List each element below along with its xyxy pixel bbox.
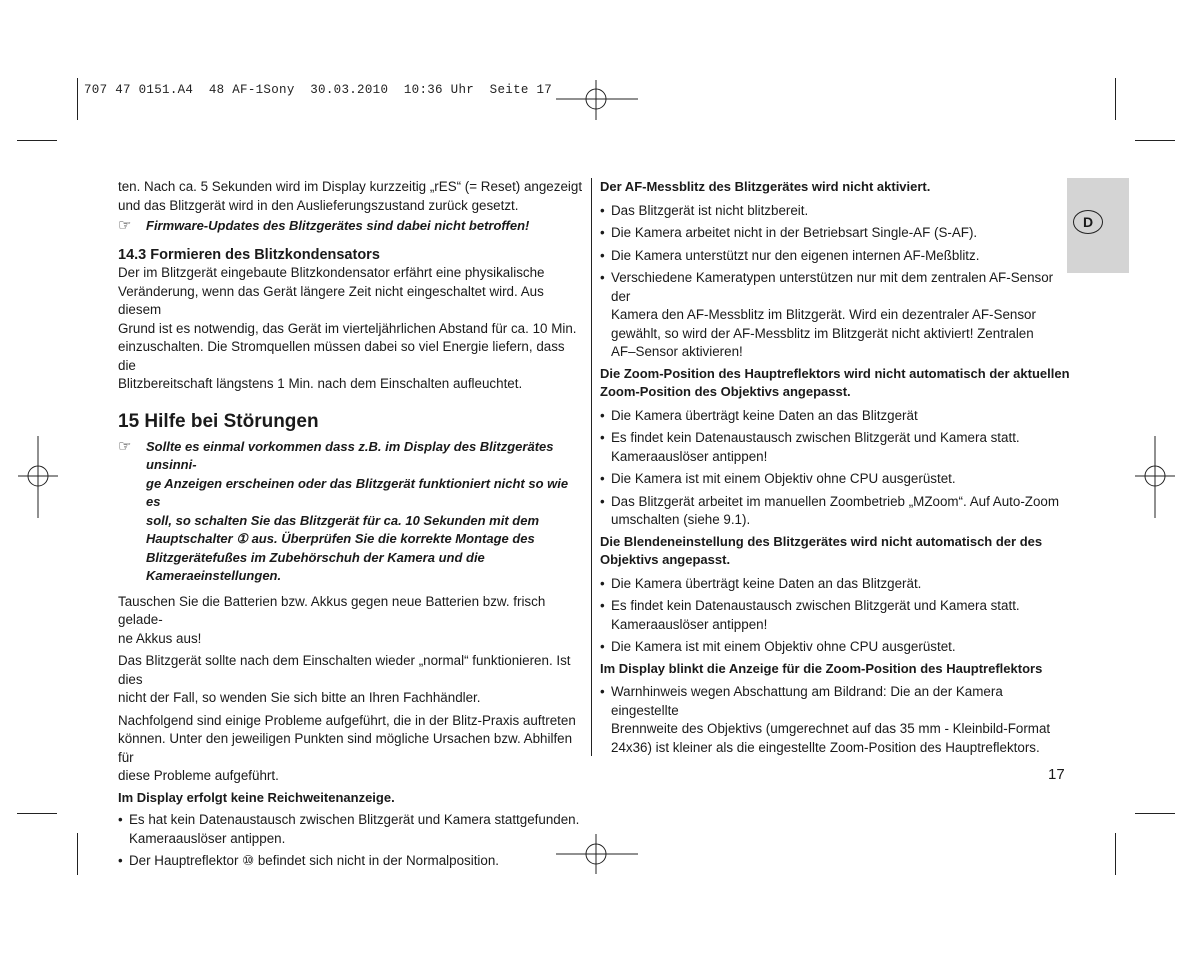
intro-line: ten. Nach ca. 5 Sekunden wird im Display kurzzeitig „rES“ (= Reset) angezeigt xyxy=(118,179,583,194)
bullet-item xyxy=(600,247,1070,266)
bullet-item xyxy=(600,202,1070,221)
bullet-icon: • xyxy=(600,639,605,654)
problem-heading: Im Display erfolgt keine Reichweitenanzeige. xyxy=(118,789,395,805)
bullet-text: Das Blitzgerät arbeitet im manuellen Zoombetrieb „MZoom“. Auf Auto-Zoom xyxy=(611,493,1060,509)
bullet-icon: • xyxy=(600,471,605,486)
note-text: Firmware-Updates des Blitzgerätes sind dabei nicht betroffen! xyxy=(146,218,530,233)
problem-heading-line: Zoom-Position des Objektivs angepasst. xyxy=(600,384,851,399)
bullet-icon: • xyxy=(600,575,605,591)
bullet-text: Die Kamera ist mit einem Objektiv ohne CPU ausgerüstet. xyxy=(611,639,956,654)
bullet-text: Kamera den AF-Messblitz im Blitzgerät. Wird ein dezentraler AF-Sensor xyxy=(611,307,1036,322)
note-text: Sollte es einmal vorkommen dass z.B. im Display des Blitzgerätes unsinni- xyxy=(146,438,554,472)
paragraph-line: diese Probleme aufgeführt. xyxy=(118,768,279,783)
bullet-item xyxy=(600,638,1070,657)
paragraph xyxy=(118,652,586,708)
bullet-text: Verschiedene Kameratypen unterstützen nur mit dem zentralen AF-Sensor der xyxy=(611,270,1054,304)
bullet-icon: • xyxy=(600,225,605,240)
crop-mark xyxy=(1115,78,1116,120)
problem-heading: Der AF-Messblitz des Blitzgerätes wird nicht aktiviert. xyxy=(600,179,931,194)
chapter-heading-15: 15 Hilfe bei Störungen xyxy=(118,410,319,432)
section-heading-14-3: 14.3 Formieren des Blitzkondensators xyxy=(118,246,380,263)
problem-heading: Im Display blinkt die Anzeige für die Zoom-Position des Hauptreflektors xyxy=(600,660,1043,676)
column-divider xyxy=(591,178,592,756)
bullet-icon: • xyxy=(600,493,605,509)
bullet-text: Die Kamera ist mit einem Objektiv ohne CPU ausgerüstet. xyxy=(611,471,956,486)
bullet-text: umschalten (siehe 9.1). xyxy=(611,512,751,527)
crop-mark xyxy=(77,833,78,875)
note-text: Blitzgerätefußes im Zubehörschuh der Kamera und die xyxy=(146,549,485,565)
bullet-item xyxy=(600,470,1070,489)
language-tab-letter: D xyxy=(1073,210,1103,234)
left-column xyxy=(118,178,586,871)
paragraph xyxy=(118,593,586,649)
bullet-text: gewählt, so wird der AF-Messblitz im Blitzgerät nicht aktiviert! Zentralen xyxy=(611,325,1034,341)
registration-mark-top xyxy=(556,80,638,120)
registration-mark-right xyxy=(1135,436,1175,518)
problem-heading-line: Die Blendeneinstellung des Blitzgerätes wird nicht automatisch der des xyxy=(600,533,1043,549)
crop-mark xyxy=(77,78,78,120)
bullet-icon: • xyxy=(600,270,605,285)
paragraph-line: Grund ist es notwendig, das Gerät im vierteljährlichen Abstand für ca. 10 Min. xyxy=(118,320,577,336)
bullet-text: Es hat kein Datenaustausch zwischen Blitzgerät und Kamera stattgefunden. xyxy=(129,812,580,827)
problem-heading-line: Die Zoom-Position des Hauptreflektors wird nicht automatisch der aktuellen xyxy=(600,365,1070,381)
crop-mark xyxy=(1135,813,1175,814)
bullet-text: Das Blitzgerät ist nicht blitzbereit. xyxy=(611,202,809,218)
paragraph xyxy=(118,712,586,786)
bullet-text: AF–Sensor aktivieren! xyxy=(611,344,743,359)
bullet-icon: • xyxy=(118,853,123,868)
pointing-hand-icon: ☞ xyxy=(118,437,132,455)
bullet-icon: • xyxy=(600,684,605,699)
bullet-text: Die Kamera unterstützt nur den eigenen internen AF-Meßblitz. xyxy=(611,247,980,263)
paragraph-line: Das Blitzgerät sollte nach dem Einschalten wieder „normal“ funktionieren. Ist dies xyxy=(118,653,571,687)
paragraph-line: Tauschen Sie die Batterien bzw. Akkus gegen neue Batterien bzw. frisch gelade- xyxy=(118,593,546,627)
bullet-item xyxy=(600,597,1070,634)
problem-heading xyxy=(600,365,1070,402)
paragraph-line: einzuschalten. Die Stromquellen müssen dabei so viel Energie liefern, dass die xyxy=(118,339,565,373)
pointing-hand-icon: ☞ xyxy=(118,217,132,234)
print-slug: 707 47 0151.A4 48 AF-1Sony 30.03.2010 10:36 Uhr Seite 17 xyxy=(84,83,553,97)
crop-mark xyxy=(1135,140,1175,141)
paragraph-line: ne Akkus aus! xyxy=(118,630,202,646)
right-column xyxy=(600,178,1070,757)
bullet-text: Die Kamera überträgt keine Daten an das Blitzgerät xyxy=(611,407,918,423)
bullet-text: Die Kamera überträgt keine Daten an das Blitzgerät. xyxy=(611,575,922,591)
crop-mark xyxy=(17,813,57,814)
paragraph-line: Blitzbereitschaft längstens 1 Min. nach dem Einschalten aufleuchtet. xyxy=(118,376,523,391)
bullet-item xyxy=(600,269,1070,362)
bullet-text: Die Kamera arbeitet nicht in der Betriebsart Single-AF (S-AF). xyxy=(611,225,978,240)
bullet-text: Es findet kein Datenaustausch zwischen Blitzgerät und Kamera statt. xyxy=(611,430,1020,445)
bullet-icon: • xyxy=(600,598,605,613)
bullet-item xyxy=(600,429,1070,466)
bullet-item xyxy=(600,224,1070,243)
bullet-text: 24x36) ist kleiner als die eingestellte Zoom-Position des Hauptreflektors. xyxy=(611,739,1040,755)
note-troubleshoot xyxy=(118,438,586,586)
note-text: ge Anzeigen erscheinen oder das Blitzgerät funktioniert nicht so wie es xyxy=(146,475,569,509)
note-text: Hauptschalter ① aus. Überprüfen Sie die korrekte Montage des xyxy=(146,531,535,546)
problem-heading xyxy=(600,533,1070,570)
paragraph-line: können. Unter den jeweiligen Punkten sind mögliche Ursachen bzw. Abhilfen für xyxy=(118,731,573,765)
note-text: Kameraeinstellungen. xyxy=(146,568,282,583)
paragraph-line: Der im Blitzgerät eingebaute Blitzkondensator erfährt eine physikalische xyxy=(118,265,545,280)
paragraph-line: Nachfolgend sind einige Probleme aufgeführt, die in der Blitz-Praxis auftreten xyxy=(118,712,576,728)
bullet-text: Kameraauslöser antippen! xyxy=(611,448,768,464)
note-text: soll, so schalten Sie das Blitzgerät für ca. 10 Sekunden mit dem xyxy=(146,512,540,528)
bullet-item xyxy=(600,683,1070,757)
bullet-text: Warnhinweis wegen Abschattung am Bildrand: Die an der Kamera eingestellte xyxy=(611,684,1003,718)
bullet-text: Kameraauslöser antippen. xyxy=(129,830,286,846)
problem-heading-line: Objektivs angepasst. xyxy=(600,552,731,567)
bullet-icon: • xyxy=(118,812,123,827)
bullet-icon: • xyxy=(600,430,605,445)
bullet-icon: • xyxy=(600,247,605,263)
paragraph-line: Veränderung, wenn das Gerät längere Zeit nicht eingeschaltet wird. Aus diesem xyxy=(118,283,544,317)
page-number: 17 xyxy=(1048,766,1065,783)
bullet-icon: • xyxy=(600,202,605,218)
bullet-text: Brennweite des Objektivs (umgerechnet auf das 35 mm - Kleinbild-Format xyxy=(611,721,1051,736)
crop-mark xyxy=(1115,833,1116,875)
crop-mark xyxy=(17,140,57,141)
registration-mark-left xyxy=(18,436,58,518)
bullet-icon: • xyxy=(600,407,605,423)
bullet-item xyxy=(600,493,1070,530)
bullet-text: Der Hauptreflektor ⑩ befindet sich nicht in der Normalposition. xyxy=(129,853,500,868)
bullet-item xyxy=(118,852,586,871)
bullet-item xyxy=(600,407,1070,426)
paragraph-line: nicht der Fall, so wenden Sie sich bitte an Ihren Fachhändler. xyxy=(118,690,481,705)
note-firmware xyxy=(118,217,586,236)
bullet-item xyxy=(600,575,1070,594)
bullet-item xyxy=(118,811,586,848)
bullet-text: Kameraauslöser antippen! xyxy=(611,616,768,632)
intro-line: und das Blitzgerät wird in den Auslieferungszustand zurück gesetzt. xyxy=(118,197,519,213)
bullet-text: Es findet kein Datenaustausch zwischen Blitzgerät und Kamera statt. xyxy=(611,598,1020,613)
